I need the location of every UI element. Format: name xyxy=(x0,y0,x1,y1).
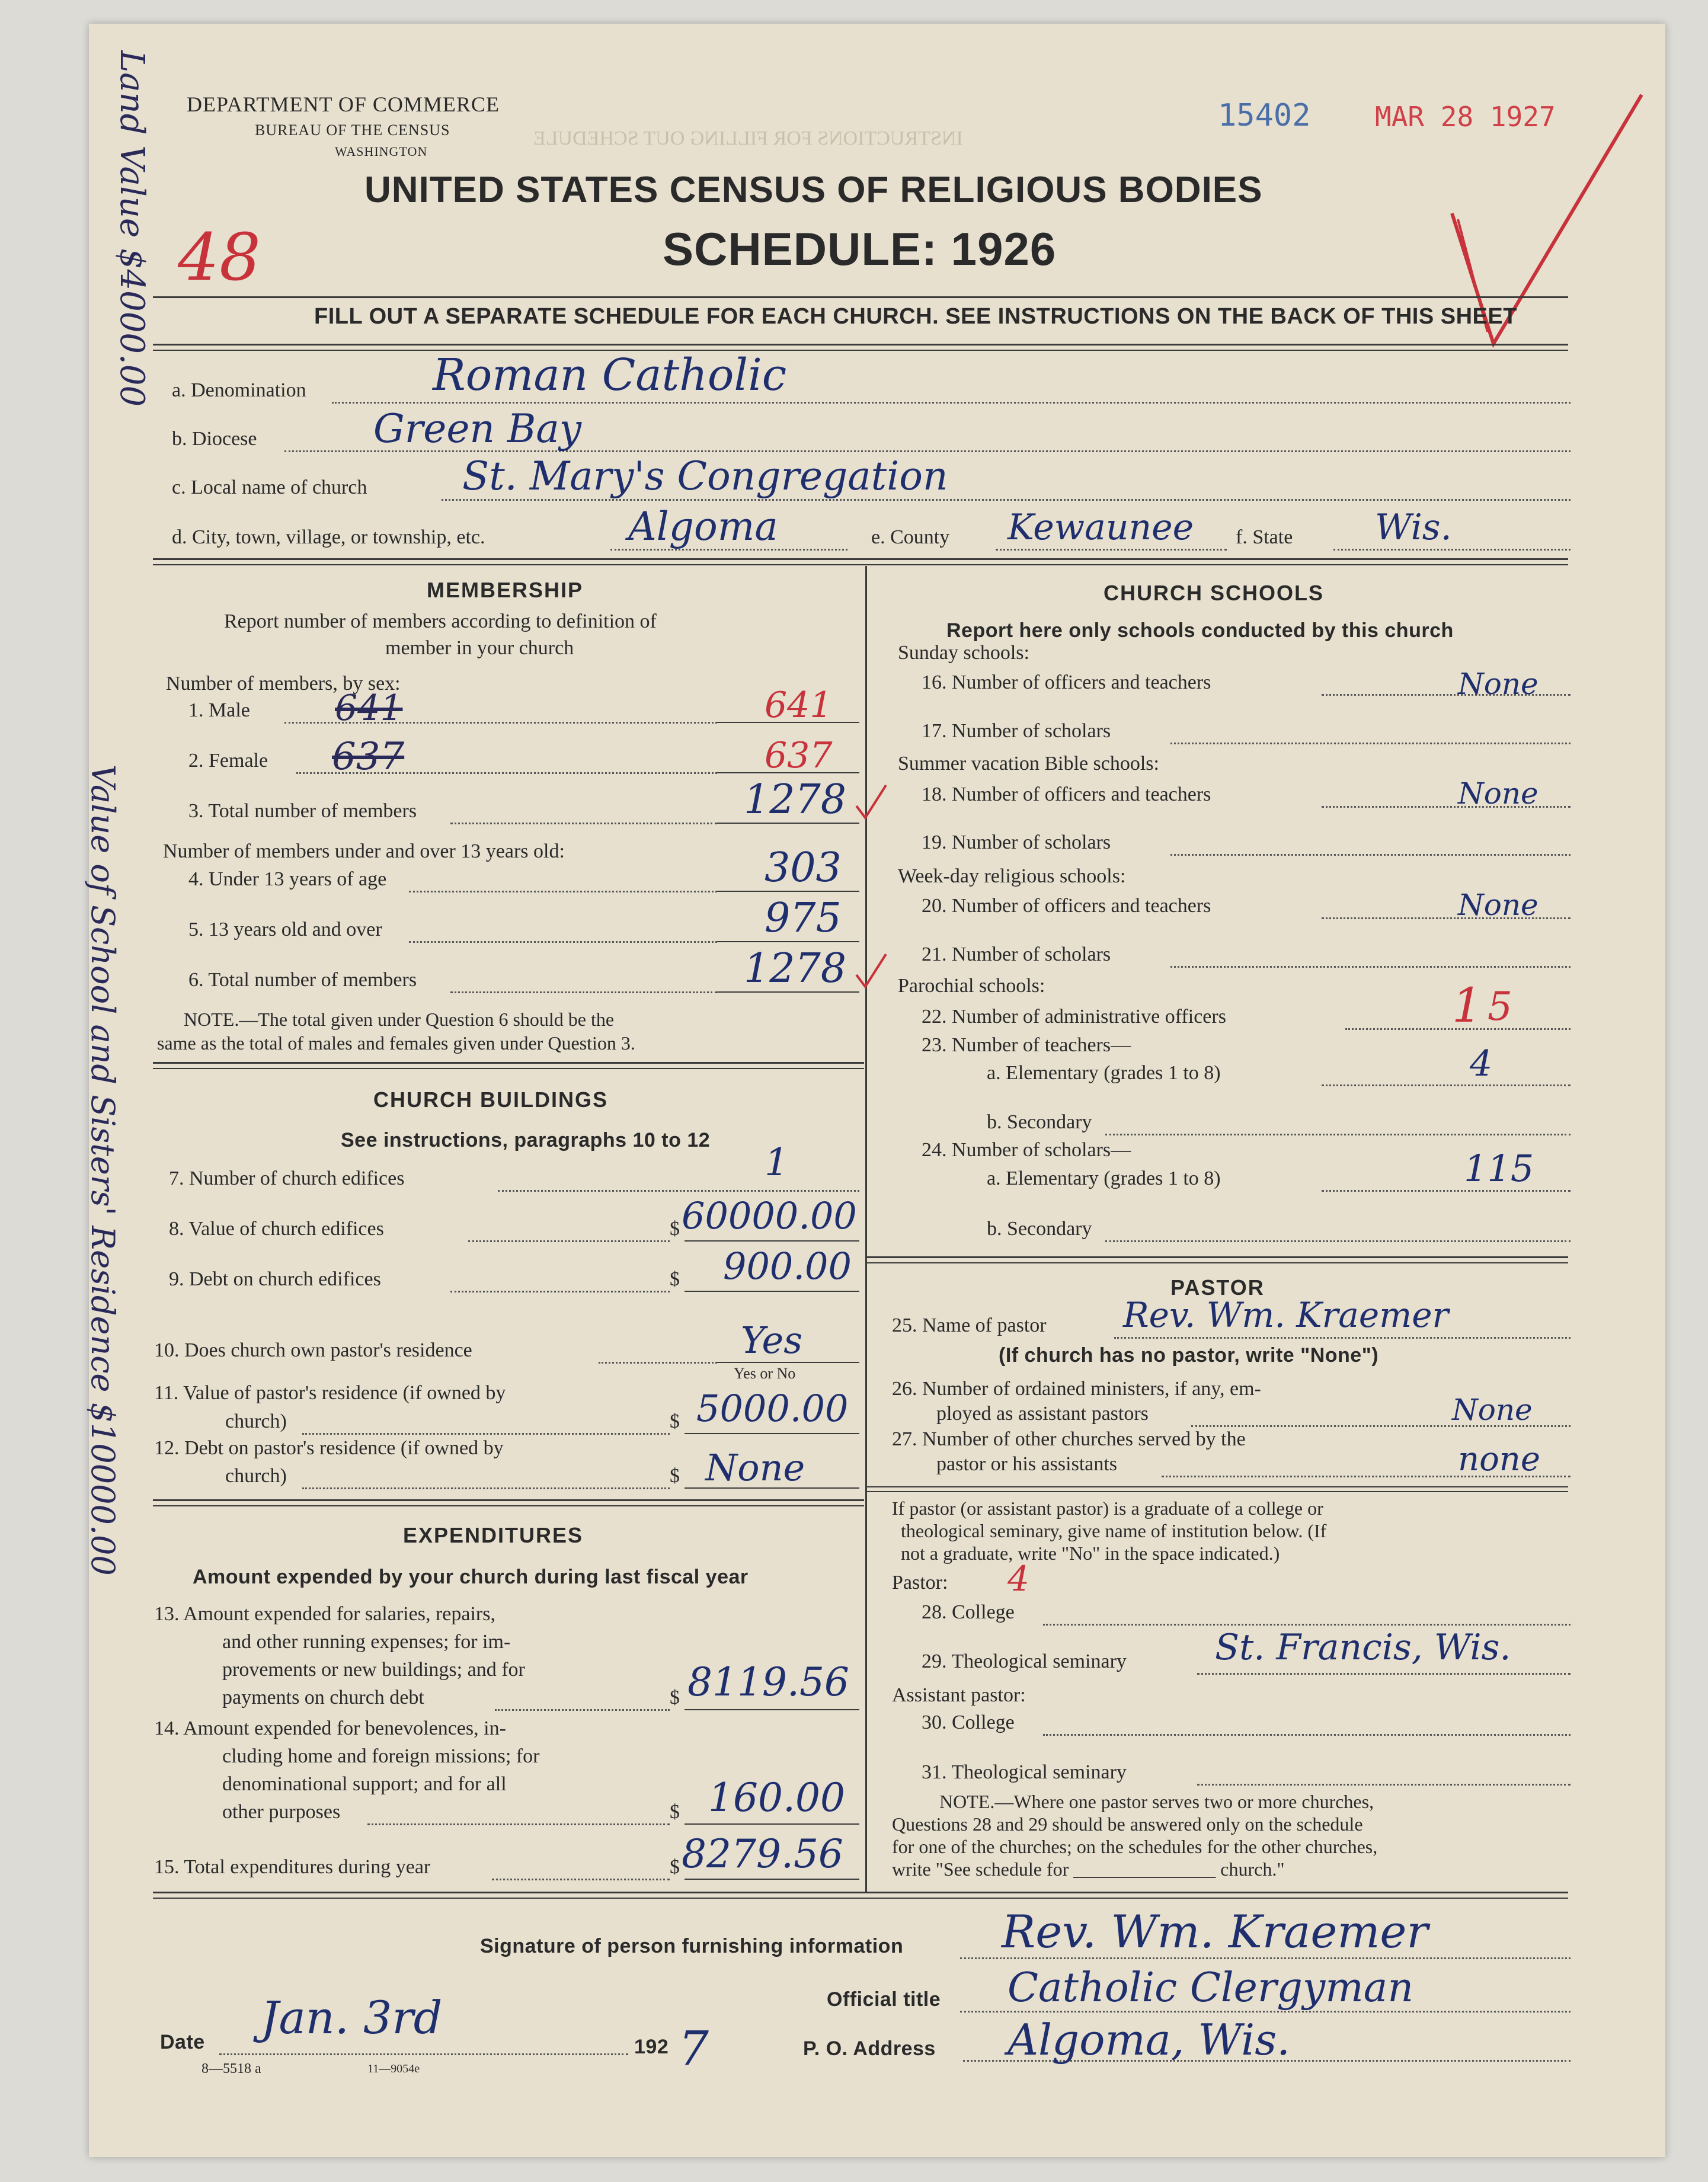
q29-value[interactable]: St. Francis, Wis. xyxy=(1215,1627,1511,1668)
q23b-label: b. Secondary xyxy=(987,1111,1092,1133)
checkmark-icon xyxy=(853,951,889,993)
pastor-mark: 4 xyxy=(1007,1559,1029,1599)
q10-label: 10. Does church own pastor's residence xyxy=(154,1339,472,1361)
q16-label: 16. Number of officers and teachers xyxy=(922,671,1211,693)
q8-label: 8. Value of church edifices xyxy=(169,1218,384,1240)
q11-dollar: $ xyxy=(670,1410,680,1432)
membership-heading: MEMBERSHIP xyxy=(427,578,584,602)
q12-label-2: church) xyxy=(225,1465,287,1487)
q25-label: 25. Name of pastor xyxy=(892,1314,1047,1336)
q17-label: 17. Number of scholars xyxy=(922,720,1111,742)
city-label: d. City, town, village, or township, etc. xyxy=(172,526,485,548)
form-number: 8—5518 a xyxy=(201,2061,261,2077)
q10-hint: Yes or No xyxy=(734,1365,796,1382)
q14-value[interactable]: 160.00 xyxy=(708,1775,845,1821)
assistant-pastor-label: Assistant pastor: xyxy=(892,1684,1026,1706)
pastor-note-4: write "See schedule for _______________ church." xyxy=(892,1858,1285,1880)
q12-label-1: 12. Debt on pastor's residence (if owned by xyxy=(154,1437,504,1459)
membership-intro-2: member in your church xyxy=(385,637,574,659)
q20-value[interactable]: None xyxy=(1458,888,1539,922)
q6-label: 6. Total number of members xyxy=(188,969,417,991)
q10-value[interactable]: Yes xyxy=(741,1319,803,1362)
q14-dollar: $ xyxy=(670,1801,680,1823)
county-label: e. County xyxy=(871,526,950,548)
q11-value[interactable]: 5000.00 xyxy=(696,1387,849,1430)
bureau-name: BUREAU OF THE CENSUS xyxy=(255,121,450,139)
members-by-sex-label: Number of members, by sex: xyxy=(166,673,401,695)
receipt-number-stamp: 15402 xyxy=(1218,98,1311,133)
state-value[interactable]: Wis. xyxy=(1375,507,1452,548)
q12-dollar: $ xyxy=(670,1465,680,1487)
weekday-schools-label: Week-day religious schools: xyxy=(898,865,1126,887)
q24a-value[interactable]: 115 xyxy=(1464,1147,1534,1190)
summer-schools-label: Summer vacation Bible schools: xyxy=(898,753,1159,775)
q14-label-4: other purposes xyxy=(222,1801,341,1823)
q18-value[interactable]: None xyxy=(1458,776,1539,811)
q13-label-2: and other running expenses; for im- xyxy=(222,1631,511,1653)
q19-label: 19. Number of scholars xyxy=(922,831,1111,853)
date-label: Date xyxy=(160,2031,205,2053)
pastor-note-1: NOTE.—Where one pastor serves two or more churches, xyxy=(939,1791,1374,1812)
official-title-value[interactable]: Catholic Clergyman xyxy=(1007,1965,1414,2011)
parochial-schools-label: Parochial schools: xyxy=(898,975,1045,997)
q11-label-2: church) xyxy=(225,1410,287,1432)
q27-label-1: 27. Number of other churches served by the xyxy=(892,1428,1246,1450)
q26-label-1: 26. Number of ordained ministers, if any, em- xyxy=(892,1378,1261,1400)
q14-label-1: 14. Amount expended for benevolences, in- xyxy=(154,1717,506,1739)
q9-dollar: $ xyxy=(670,1268,680,1290)
q24a-label: a. Elementary (grades 1 to 8) xyxy=(987,1167,1221,1189)
denomination-value[interactable]: Roman Catholic xyxy=(433,350,787,401)
state-label: f. State xyxy=(1236,526,1293,548)
q15-label: 15. Total expenditures during year xyxy=(154,1856,431,1878)
expenditures-subheading: Amount expended by your church during last fiscal year xyxy=(193,1566,749,1588)
q23-label: 23. Number of teachers— xyxy=(922,1034,1131,1056)
q30-label: 30. College xyxy=(922,1711,1015,1733)
q7-label: 7. Number of church edifices xyxy=(169,1167,405,1189)
q12-value[interactable]: None xyxy=(705,1446,805,1489)
q23a-label: a. Elementary (grades 1 to 8) xyxy=(987,1062,1221,1084)
q7-value[interactable]: 1 xyxy=(765,1141,789,1185)
q15-value[interactable]: 8279.56 xyxy=(682,1831,843,1877)
q5-label: 5. 13 years old and over xyxy=(188,919,382,940)
checkmark-icon xyxy=(853,782,889,824)
q24b-label: b. Secondary xyxy=(987,1218,1092,1240)
q2-label: 2. Female xyxy=(188,750,268,772)
q2-value[interactable]: 637 xyxy=(765,735,833,776)
print-number: 11—9054e xyxy=(367,2062,420,2075)
q27-value[interactable]: none xyxy=(1458,1440,1540,1479)
q3-value[interactable]: 1278 xyxy=(744,776,847,823)
q31-label: 31. Theological seminary xyxy=(922,1761,1127,1783)
q26-label-2: ployed as assistant pastors xyxy=(936,1403,1149,1425)
year-prefix: 192 xyxy=(634,2036,669,2058)
margin-note-land-value: Land Value $4000.00 xyxy=(113,50,151,407)
buildings-subheading: See instructions, paragraphs 10 to 12 xyxy=(341,1129,711,1151)
department-name: DEPARTMENT OF COMMERCE xyxy=(187,92,500,116)
signature-value[interactable]: Rev. Wm. Kraemer xyxy=(1002,1905,1428,1958)
q9-value[interactable]: 900.00 xyxy=(723,1244,852,1288)
membership-note-2: same as the total of males and females given under Question 3. xyxy=(157,1032,635,1054)
q22-mark: 5 xyxy=(1488,984,1512,1029)
q5-value[interactable]: 975 xyxy=(765,895,842,942)
city-name: WASHINGTON xyxy=(335,144,428,159)
sunday-schools-label: Sunday schools: xyxy=(898,642,1029,664)
q3-label: 3. Total number of members xyxy=(188,800,417,822)
po-address-value[interactable]: Algoma, Wis. xyxy=(1007,2015,1291,2065)
local-name-label: c. Local name of church xyxy=(172,476,367,498)
margin-number: 48 xyxy=(178,219,261,295)
schools-intro: Report here only schools conducted by this church xyxy=(946,619,1454,642)
q4-value[interactable]: 303 xyxy=(765,844,842,891)
pastor-note-3: for one of the churches; on the schedules for the other churches, xyxy=(892,1836,1378,1857)
q25-value[interactable]: Rev. Wm. Kraemer xyxy=(1123,1295,1449,1335)
margin-note-school-value: Value of School and Sisters' Residence $10000.00 xyxy=(84,764,121,1576)
q22-value[interactable]: 1 xyxy=(1452,978,1482,1033)
graduate-instruction-1: If pastor (or assistant pastor) is a graduate of a college or xyxy=(892,1498,1323,1519)
po-address-label: P. O. Address xyxy=(803,2037,936,2060)
received-date-stamp: MAR 28 1927 xyxy=(1375,101,1556,133)
graduate-instruction-2: theological seminary, give name of institution below. (If xyxy=(901,1520,1327,1541)
q13-value[interactable]: 8119.56 xyxy=(687,1659,849,1705)
q18-label: 18. Number of officers and teachers xyxy=(922,783,1211,805)
q13-label-3: provements or new buildings; and for xyxy=(222,1659,525,1681)
q1-label: 1. Male xyxy=(188,699,250,721)
schools-heading: CHURCH SCHOOLS xyxy=(1104,581,1325,605)
q29-label: 29. Theological seminary xyxy=(922,1650,1127,1672)
instruction-banner: FILL OUT A SEPARATE SCHEDULE FOR EACH CHURCH. SEE INSTRUCTIONS ON THE BACK OF THIS SHEET xyxy=(314,304,1517,329)
q26-value[interactable]: None xyxy=(1452,1393,1533,1427)
county-value[interactable]: Kewaunee xyxy=(1007,507,1194,548)
signature-label: Signature of person furnishing information xyxy=(480,1935,904,1957)
city-value[interactable]: Algoma xyxy=(628,504,778,549)
membership-intro-1: Report number of members according to definition of xyxy=(224,610,657,632)
q24-label: 24. Number of scholars— xyxy=(922,1139,1131,1161)
q2-struck-value: 637 xyxy=(332,735,405,779)
q21-label: 21. Number of scholars xyxy=(922,943,1111,965)
pastor-note-2: Questions 28 and 29 should be answered only on the schedule xyxy=(892,1813,1363,1835)
pastor-heading: PASTOR xyxy=(1170,1275,1265,1300)
q28-label: 28. College xyxy=(922,1601,1015,1623)
q25-hint: (If church has no pastor, write "None") xyxy=(999,1344,1379,1367)
q13-label-4: payments on church debt xyxy=(222,1687,424,1709)
diocese-label: b. Diocese xyxy=(172,428,257,450)
q14-label-3: denominational support; and for all xyxy=(222,1773,507,1795)
diocese-value[interactable]: Green Bay xyxy=(373,406,582,452)
q11-label-1: 11. Value of pastor's residence (if owned by xyxy=(154,1382,506,1404)
q1-value[interactable]: 641 xyxy=(765,684,833,726)
q27-label-2: pastor or his assistants xyxy=(936,1453,1118,1475)
official-title-label: Official title xyxy=(827,1988,941,2011)
membership-note-1: NOTE.—The total given under Question 6 should be the xyxy=(184,1009,615,1030)
date-value[interactable]: Jan. 3rd xyxy=(261,1991,443,2044)
schedule-title: SCHEDULE: 1926 xyxy=(663,223,1057,275)
local-name-value[interactable]: St. Mary's Congregation xyxy=(462,453,948,499)
q14-label-2: cluding home and foreign missions; for xyxy=(222,1745,540,1767)
q8-dollar: $ xyxy=(670,1218,680,1240)
year-digit[interactable]: 7 xyxy=(679,2021,709,2076)
q13-dollar: $ xyxy=(670,1687,680,1709)
graduate-instruction-3: not a graduate, write "No" in the space indicated.) xyxy=(901,1543,1280,1564)
q1-struck-value: 641 xyxy=(335,687,403,729)
q8-value[interactable]: 60000.00 xyxy=(682,1194,857,1237)
bleed-through-heading: INSTRUCTIONS FOR FILLING OUT SCHEDULE xyxy=(533,127,963,149)
members-by-age-label: Number of members under and over 13 years old: xyxy=(163,840,565,862)
q13-label-1: 13. Amount expended for salaries, repairs, xyxy=(154,1603,495,1625)
q22-label: 22. Number of administrative officers xyxy=(922,1006,1226,1028)
q6-value[interactable]: 1278 xyxy=(744,945,847,992)
q23a-value[interactable]: 4 xyxy=(1470,1043,1493,1084)
q4-label: 4. Under 13 years of age xyxy=(188,868,387,890)
q20-label: 20. Number of officers and teachers xyxy=(922,895,1211,917)
expenditures-heading: EXPENDITURES xyxy=(403,1523,584,1547)
pastor-label: Pastor: xyxy=(892,1572,948,1594)
denomination-label: a. Denomination xyxy=(172,379,306,401)
q15-dollar: $ xyxy=(670,1856,680,1878)
q16-value[interactable]: None xyxy=(1458,667,1539,701)
q9-label: 9. Debt on church edifices xyxy=(169,1268,381,1290)
form-title: UNITED STATES CENSUS OF RELIGIOUS BODIES xyxy=(364,169,1263,210)
buildings-heading: CHURCH BUILDINGS xyxy=(373,1087,608,1112)
